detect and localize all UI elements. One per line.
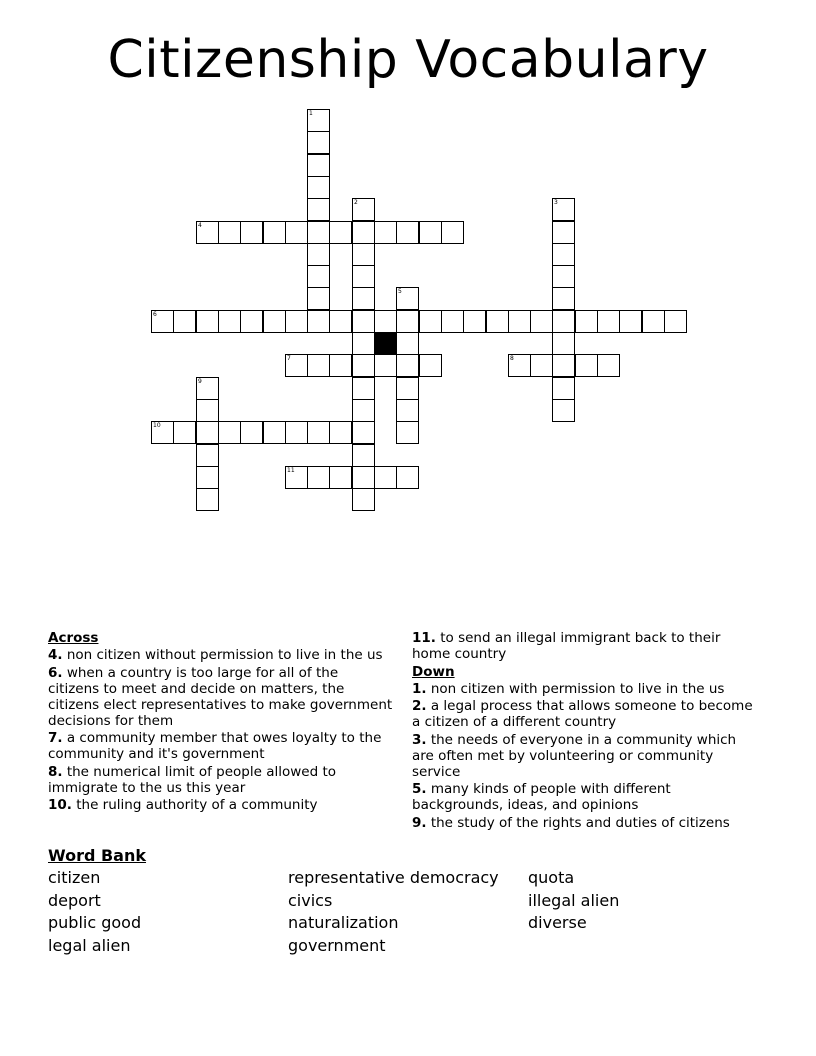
crossword-cell[interactable] [173, 421, 196, 444]
crossword-cell[interactable] [552, 332, 575, 355]
clue-across-8 [48, 764, 393, 796]
crossword-cell[interactable] [419, 354, 442, 377]
crossword-cell[interactable] [285, 354, 308, 377]
clue-down-9 [412, 815, 762, 831]
crossword-cell[interactable] [552, 243, 575, 266]
clue-text: the needs of everyone in a community which are often met by volunteering or community service [412, 731, 737, 780]
clue-number: 6. [48, 664, 63, 681]
crossword-cell[interactable] [508, 354, 531, 377]
crossword-cell[interactable] [196, 310, 219, 333]
crossword-cell[interactable] [151, 421, 174, 444]
clue-number: 10. [48, 797, 72, 813]
word-bank-item: civics [288, 891, 333, 910]
crossword-cell[interactable] [352, 399, 375, 422]
clue-number-label: 3 [554, 199, 558, 206]
crossword-cell[interactable] [642, 310, 665, 333]
clue-text: the numerical limit of people allowed to immigrate to the us this year [48, 763, 337, 796]
crossword-cell[interactable] [240, 421, 263, 444]
clue-number: 1. [412, 680, 427, 697]
crossword-cell[interactable] [307, 287, 330, 310]
crossword-cell[interactable] [218, 310, 241, 333]
clue-number-label: 6 [153, 311, 157, 318]
word-bank-item: citizen [48, 868, 101, 887]
crossword-cell[interactable] [196, 488, 219, 511]
crossword-cell[interactable] [552, 354, 575, 377]
clue-text: many kinds of people with different backgrounds, ideas, and opinions [412, 781, 671, 813]
crossword-cell[interactable] [352, 488, 375, 511]
clue-across-10 [48, 797, 393, 813]
crossword-cell[interactable] [263, 310, 286, 333]
crossword-cell[interactable] [307, 265, 330, 288]
clue-text: a legal process that allows someone to become a citizen of a different country [412, 698, 753, 730]
word-bank-item: government [288, 936, 386, 955]
crossword-cell[interactable] [352, 332, 375, 355]
crossword-cell[interactable] [352, 444, 375, 467]
crossword-cell[interactable] [352, 377, 375, 400]
word-bank-item: naturalization [288, 913, 399, 932]
clues-left-column [48, 630, 393, 815]
crossword-cell[interactable] [552, 399, 575, 422]
crossword-cell[interactable] [419, 310, 442, 333]
crossword-cell[interactable] [575, 354, 598, 377]
word-bank-item: quota [528, 868, 575, 887]
crossword-cell[interactable] [575, 310, 598, 333]
crossword-cell[interactable] [196, 377, 219, 400]
crossword-cell[interactable] [307, 354, 330, 377]
clue-across-4 [48, 647, 393, 663]
clue-number: 5. [412, 781, 427, 797]
crossword-cell[interactable] [396, 221, 419, 244]
crossword-cell[interactable] [530, 354, 553, 377]
crossword-cell[interactable] [285, 221, 308, 244]
clue-text: to send an illegal immigrant back to their home country [412, 630, 721, 662]
crossword-cell[interactable] [285, 421, 308, 444]
crossword-cell[interactable] [173, 310, 196, 333]
crossword-cell[interactable] [508, 310, 531, 333]
down-heading: Down [412, 663, 455, 680]
clue-number-label: 1 [309, 110, 313, 117]
clue-across-11 [412, 630, 762, 662]
crossword-cell[interactable] [329, 466, 352, 489]
crossword-cell[interactable] [352, 310, 375, 333]
clue-text: the ruling authority of a community [76, 797, 318, 813]
clue-down-5 [412, 781, 762, 813]
crossword-cell[interactable] [307, 221, 330, 244]
clue-number: 3. [412, 731, 427, 748]
crossword-cell[interactable] [396, 466, 419, 489]
crossword-cell[interactable] [352, 466, 375, 489]
crossword-cell[interactable] [196, 421, 219, 444]
crossword-cell[interactable] [240, 221, 263, 244]
word-bank-item: deport [48, 891, 101, 910]
crossword-cell[interactable] [396, 399, 419, 422]
crossword-block-cell [374, 332, 397, 355]
crossword-cell[interactable] [352, 287, 375, 310]
page-title: Citizenship Vocabulary [107, 30, 709, 90]
crossword-cell[interactable] [196, 444, 219, 467]
crossword-cell[interactable] [307, 198, 330, 221]
crossword-cell[interactable] [396, 421, 419, 444]
clue-number-label: 5 [398, 288, 402, 295]
crossword-cell[interactable] [552, 221, 575, 244]
clue-number-label: 7 [287, 355, 291, 362]
crossword-cell[interactable] [396, 287, 419, 310]
crossword-cell[interactable] [285, 466, 308, 489]
crossword-cell[interactable] [441, 221, 464, 244]
clue-down-1 [412, 681, 762, 697]
crossword-cell[interactable] [307, 243, 330, 266]
clue-number-label: 11 [287, 467, 295, 474]
crossword-cell[interactable] [218, 421, 241, 444]
word-bank-item: public good [48, 913, 142, 932]
crossword-cell[interactable] [329, 221, 352, 244]
crossword-cell[interactable] [307, 154, 330, 177]
crossword-cell[interactable] [196, 399, 219, 422]
word-bank-title: Word Bank [48, 846, 147, 865]
crossword-cell[interactable] [486, 310, 509, 333]
crossword-cell[interactable] [240, 310, 263, 333]
crossword-cell[interactable] [374, 310, 397, 333]
clue-across-6 [48, 665, 393, 729]
clue-text: the study of the rights and duties of citizens [430, 814, 730, 831]
crossword-cell[interactable] [329, 421, 352, 444]
word-bank-item: illegal alien [528, 891, 620, 910]
across-heading: Across [48, 630, 99, 646]
crossword-cell[interactable] [597, 354, 620, 377]
crossword-cell[interactable] [329, 310, 352, 333]
clue-across-7 [48, 730, 393, 762]
clue-number: 4. [48, 647, 63, 663]
word-bank [48, 846, 768, 955]
crossword-cell[interactable] [352, 354, 375, 377]
clue-down-2 [412, 698, 762, 730]
crossword-cell[interactable] [552, 265, 575, 288]
crossword-cell[interactable] [396, 377, 419, 400]
crossword-cell[interactable] [352, 421, 375, 444]
crossword-cell[interactable] [374, 466, 397, 489]
crossword-cell[interactable] [151, 310, 174, 333]
clue-number: 9. [412, 814, 427, 831]
crossword-cell[interactable] [597, 310, 620, 333]
word-bank-item: diverse [528, 913, 587, 932]
crossword-cell[interactable] [463, 310, 486, 333]
clue-number: 7. [48, 730, 63, 746]
clue-down-3 [412, 732, 762, 780]
crossword-cell[interactable] [352, 221, 375, 244]
crossword-cell[interactable] [307, 466, 330, 489]
crossword-cell[interactable] [307, 176, 330, 199]
crossword-cell[interactable] [307, 131, 330, 154]
crossword-cell[interactable] [352, 265, 375, 288]
crossword-cell[interactable] [396, 310, 419, 333]
clue-number-label: 2 [354, 199, 358, 206]
word-bank-item: legal alien [48, 936, 131, 955]
crossword-cell[interactable] [664, 310, 687, 333]
clue-number-label: 10 [153, 422, 161, 429]
crossword-cell[interactable] [552, 310, 575, 333]
crossword-cell[interactable] [263, 221, 286, 244]
crossword-cell[interactable] [374, 354, 397, 377]
crossword-cell[interactable] [374, 221, 397, 244]
crossword-cell[interactable] [396, 332, 419, 355]
crossword-cell[interactable] [329, 354, 352, 377]
clue-text: non citizen without permission to live in the us [66, 647, 383, 663]
crossword-cell[interactable] [352, 243, 375, 266]
clue-text: when a country is too large for all of the citizens to meet and decide on matters, the citizens elect representatives to make government decisions for them [48, 664, 393, 729]
crossword-cell[interactable] [196, 466, 219, 489]
crossword-cell[interactable] [619, 310, 642, 333]
crossword-cell[interactable] [218, 221, 241, 244]
crossword-cell[interactable] [552, 287, 575, 310]
crossword-cell[interactable] [307, 109, 330, 132]
crossword-cell[interactable] [307, 421, 330, 444]
crossword-cell[interactable] [530, 310, 553, 333]
clue-number-label: 8 [510, 355, 514, 362]
crossword-cell[interactable] [552, 198, 575, 221]
crossword-cell[interactable] [396, 354, 419, 377]
clue-number: 8. [48, 763, 63, 780]
crossword-cell[interactable] [307, 310, 330, 333]
clue-number-label: 9 [198, 378, 202, 385]
clue-text: a community member that owes loyalty to the community and it's government [48, 730, 382, 762]
crossword-cell[interactable] [419, 221, 442, 244]
clues-right-column [412, 630, 762, 832]
clue-number-label: 4 [198, 222, 202, 229]
crossword-cell[interactable] [441, 310, 464, 333]
crossword-cell[interactable] [263, 421, 286, 444]
crossword-cell[interactable] [196, 221, 219, 244]
crossword-cell[interactable] [352, 198, 375, 221]
clue-text: non citizen with permission to live in the us [430, 680, 725, 697]
crossword-cell[interactable] [552, 377, 575, 400]
clue-number: 11. [412, 630, 436, 646]
clue-number: 2. [412, 698, 427, 714]
word-bank-item: representative democracy [288, 868, 499, 887]
crossword-cell[interactable] [285, 310, 308, 333]
